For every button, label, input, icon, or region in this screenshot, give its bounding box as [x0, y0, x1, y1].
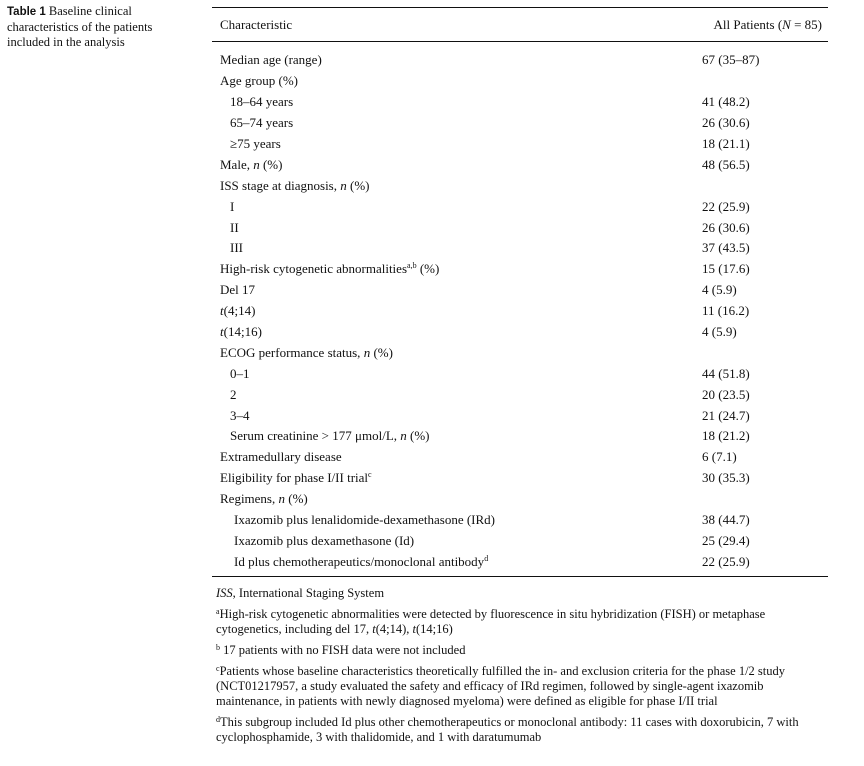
table-row: Id plus chemotherapeutics/monoclonal antibody$^d$ 22 (25.9): [234, 553, 750, 569]
caption-text: Baseline clinical characteristics of the patients included in the analysis: [7, 4, 153, 49]
table-row: ≥75 years 18 (21.1): [230, 136, 750, 151]
table-row: 65–74 years 26 (30.6): [230, 115, 750, 131]
footnote-d: $^d$This subgroup included Id plus other chemotherapeutics or monoclonal antibody: 11 cases with doxorubicin, 7 with cyclophosphamide, 3 with thalidomide, and 1 with daratumumab: [216, 715, 799, 744]
table-row: II 26 (30.6): [230, 219, 750, 235]
table-row: Age group (%): [220, 73, 298, 89]
table-row: Ixazomib plus lenalidomide-dexamethasone (IRd) 38 (44.7): [234, 512, 750, 528]
table-bottom-rule: [212, 576, 828, 577]
footnote-b: $^b$ 17 patients with no FISH data were not included: [216, 643, 466, 657]
footnote-a: $^a$High-risk cytogenetic abnormalities were detected by fluorescence in situ hybridization (FISH) or metaphase cytogenetics, including del 17, t(4;14), t(14;16): [216, 607, 766, 636]
table-header: [212, 8, 828, 41]
table-row: Male, n (%) 48 (56.5): [220, 156, 750, 172]
table-row: I 22 (25.9): [230, 198, 750, 214]
table-row: t(4;14) 11 (16.2): [220, 303, 750, 319]
table-row: Ixazomib plus dexamethasone (Id) 25 (29.4): [234, 532, 750, 548]
table-row: Serum creatinine > 177 μmol/L, n (%) 18 (21.2): [230, 428, 750, 444]
header-characteristic: Characteristic: [220, 16, 293, 32]
table-caption: [7, 4, 197, 50]
footnote-iss: ISS, International Staging System: [216, 586, 385, 600]
table-label: Table 1: [7, 6, 46, 18]
table-row: 0–1 44 (51.8): [230, 365, 750, 381]
table-row: Median age (range) 67 (35–87): [220, 52, 760, 68]
table-row: 2 20 (23.5): [230, 386, 750, 402]
header-all-patients: All Patients (N = 85): [713, 16, 822, 32]
table-row: ECOG performance status, n (%): [220, 344, 393, 360]
table-row: ISS stage at diagnosis, n (%): [220, 177, 370, 193]
table-row: t(14;16) 4 (5.9): [220, 324, 737, 340]
table-row: Del 17 4 (5.9): [220, 282, 737, 298]
baseline-characteristics-table: [212, 7, 828, 577]
table-row: 3–4 21 (24.7): [230, 407, 750, 423]
table-row: Eligibility for phase I/II trial$^c$ 30 (35.3): [220, 470, 750, 486]
table-row: Regimens, n (%): [220, 491, 308, 507]
footnote-c: $^c$Patients whose baseline characteristics theoretically fulfilled the in- and exclusion criteria for the phase 1/2 study (NCT01217957, a study evaluated the safety and efficacy of IRd regimen, followed by single-agent ixazomib maintenance, in patients with newly diagnosed myeloma) were defined as eligible for phase I/II trial: [216, 664, 785, 708]
table-row: High-risk cytogenetic abnormalities$^{a,b}$ (%) 15 (17.6): [220, 261, 750, 277]
table-row: Extramedullary disease 6 (7.1): [220, 449, 737, 465]
table-footnotes: [216, 586, 826, 751]
table-row: 18–64 years 41 (48.2): [230, 94, 750, 110]
table-row: III 37 (43.5): [230, 240, 750, 256]
table-body: [212, 42, 828, 576]
